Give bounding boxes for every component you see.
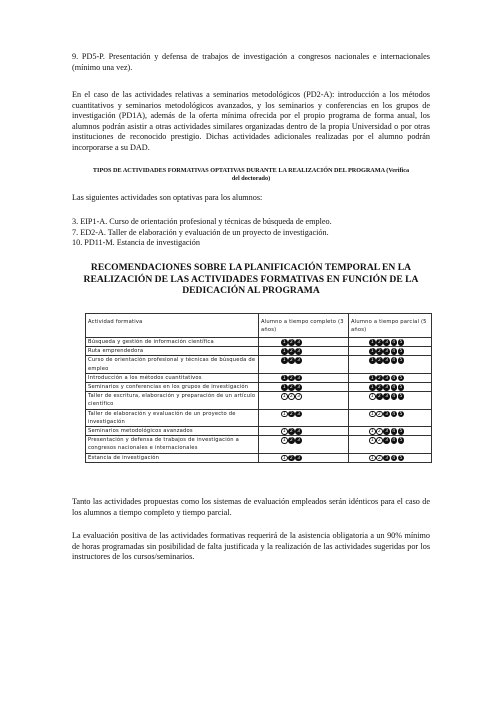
activities-table (85, 313, 432, 463)
year-1-circle-icon: 1 (282, 349, 286, 355)
activity-name: Seminarios metodológicos avanzados (86, 427, 259, 436)
table-row (86, 392, 432, 409)
year-5-circle-icon: 5 (399, 349, 403, 355)
year-1-circle-icon: 1 (282, 394, 286, 400)
full-time-rating (259, 453, 349, 462)
year-3-circle-icon: 3 (297, 394, 301, 400)
table-row (86, 347, 432, 356)
year-4-circle-icon: 4 (392, 385, 396, 391)
year-circles (351, 339, 404, 346)
year-4-circle-icon: 4 (392, 394, 396, 400)
year-1-circle-icon: 1 (282, 358, 286, 364)
activity-name: Taller de elaboración y evaluación de un proyecto de investigación (86, 409, 259, 426)
year-2-circle-icon: 2 (289, 340, 294, 345)
year-circles (351, 437, 404, 444)
year-2-circle-icon: 2 (377, 375, 382, 381)
year-1-circle-icon: 1 (282, 375, 286, 381)
year-5-circle-icon: 5 (399, 340, 403, 345)
item-9-text: 9. PD5-P. Presentación y defensa de trabajos de investigación a congresos nacionales e internacionales (mínimo una vez). (72, 52, 430, 72)
year-5-circle-icon: 5 (399, 394, 403, 400)
optional-item: 3. EIP1-A. Curso de orientación profesional y técnicas de búsqueda de empleo. (72, 217, 332, 226)
table-row (86, 356, 432, 373)
year-2-circle-icon: 2 (377, 349, 382, 355)
optional-item: 10. PD11-M. Estancia de investigación (72, 238, 200, 248)
year-3-circle-icon: 3 (297, 358, 301, 364)
year-2-circle-icon: 2 (377, 455, 382, 461)
year-circles (351, 348, 404, 355)
year-4-circle-icon: 4 (392, 455, 396, 461)
part-time-rating (349, 347, 432, 356)
year-2-circle-icon: 2 (289, 349, 294, 355)
year-1-circle-icon: 1 (370, 394, 374, 400)
year-5-circle-icon: 5 (399, 375, 403, 381)
table-row (86, 453, 432, 462)
part-time-rating (349, 356, 432, 373)
activity-name: Introducción a los métodos cuantitativos (86, 373, 259, 382)
year-1-circle-icon: 1 (282, 340, 286, 345)
full-time-rating (259, 347, 349, 356)
year-3-circle-icon: 3 (297, 375, 301, 381)
year-circles (351, 375, 404, 382)
table-row (86, 409, 432, 426)
year-4-circle-icon: 4 (392, 375, 396, 381)
activity-name: Curso de orientación profesional y técnicas de búsqueda de empleo (86, 356, 259, 373)
year-circles (261, 437, 302, 444)
year-3-circle-icon: 3 (385, 349, 389, 355)
year-2-circle-icon: 2 (289, 429, 294, 435)
activity-name: Taller de escritura, elaboración y preparación de un artículo científico (86, 392, 259, 409)
header-activity: Actividad formativa (86, 314, 259, 338)
year-1-circle-icon: 1 (370, 385, 374, 391)
year-2-circle-icon: 2 (289, 358, 294, 364)
year-circles (261, 455, 302, 462)
year-1-circle-icon: 1 (282, 455, 286, 461)
full-time-rating (259, 383, 349, 392)
year-2-circle-icon: 2 (377, 438, 382, 444)
year-circles (351, 411, 404, 418)
table-row (86, 383, 432, 392)
evaluation-paragraph-2: La evaluación positiva de las actividades formativas requerirá de la asistencia obligatoria a un 90% mínimo de horas programadas sin posibilidad de falta justificada y la realización de las actividades sugeridas por los instructores de los cursos/seminarios. (72, 531, 430, 562)
year-circles (261, 357, 302, 364)
year-3-circle-icon: 3 (297, 411, 301, 417)
year-3-circle-icon: 3 (385, 358, 389, 364)
year-circles (351, 455, 404, 462)
year-4-circle-icon: 4 (392, 349, 396, 355)
year-2-circle-icon: 2 (289, 394, 294, 400)
year-5-circle-icon: 5 (399, 358, 403, 364)
year-1-circle-icon: 1 (282, 429, 286, 435)
full-time-rating (259, 427, 349, 436)
year-3-circle-icon: 3 (385, 455, 389, 461)
part-time-rating (349, 392, 432, 409)
year-1-circle-icon: 1 (370, 438, 374, 444)
year-4-circle-icon: 4 (392, 438, 396, 444)
year-circles (351, 384, 404, 391)
optional-intro: Las siguientes actividades son optativas para los alumnos: (72, 193, 263, 202)
part-time-rating (349, 453, 432, 462)
year-2-circle-icon: 2 (289, 455, 294, 461)
table-row (86, 436, 432, 453)
full-time-rating (259, 436, 349, 453)
year-2-circle-icon: 2 (377, 358, 382, 364)
optional-activities-list (72, 217, 332, 249)
year-4-circle-icon: 4 (392, 429, 396, 435)
year-1-circle-icon: 1 (282, 385, 286, 391)
year-2-circle-icon: 2 (289, 385, 294, 391)
year-2-circle-icon: 2 (377, 340, 382, 345)
part-time-rating (349, 338, 432, 347)
year-2-circle-icon: 2 (377, 385, 382, 391)
activity-name: Seminarios y conferencias en los grupos de investigación (86, 383, 259, 392)
year-3-circle-icon: 3 (297, 438, 301, 444)
year-2-circle-icon: 2 (377, 429, 382, 435)
part-time-rating (349, 436, 432, 453)
year-1-circle-icon: 1 (370, 340, 374, 345)
year-circles (261, 384, 302, 391)
optional-activities-heading: TIPOS DE ACTIVIDADES FORMATIVAS OPTATIVAS DURANTE LA REALIZACIÓN DEL PROGRAMA (Verifica del doctorado) (92, 167, 410, 182)
year-3-circle-icon: 3 (385, 385, 389, 391)
year-5-circle-icon: 5 (399, 438, 403, 444)
year-3-circle-icon: 3 (297, 340, 301, 345)
year-3-circle-icon: 3 (385, 429, 389, 435)
year-circles (261, 375, 302, 382)
year-circles (261, 411, 302, 418)
year-5-circle-icon: 5 (399, 385, 403, 391)
table-row (86, 338, 432, 347)
year-circles (261, 339, 302, 346)
year-5-circle-icon: 5 (399, 455, 403, 461)
part-time-rating (349, 409, 432, 426)
year-5-circle-icon: 5 (399, 411, 403, 417)
year-3-circle-icon: 3 (385, 340, 389, 345)
year-1-circle-icon: 1 (370, 429, 374, 435)
part-time-rating (349, 427, 432, 436)
year-2-circle-icon: 2 (289, 375, 294, 381)
year-3-circle-icon: 3 (385, 411, 389, 417)
table-header-row (86, 314, 432, 338)
full-time-rating (259, 338, 349, 347)
year-4-circle-icon: 4 (392, 411, 396, 417)
header-full-time: Alumno a tiempo completo (3 años) (259, 314, 349, 338)
year-5-circle-icon: 5 (399, 429, 403, 435)
year-3-circle-icon: 3 (297, 385, 301, 391)
year-3-circle-icon: 3 (385, 394, 389, 400)
year-circles (261, 428, 302, 435)
year-circles (261, 393, 302, 400)
part-time-rating (349, 373, 432, 382)
year-circles (261, 348, 302, 355)
year-3-circle-icon: 3 (297, 349, 301, 355)
year-1-circle-icon: 1 (370, 358, 374, 364)
year-circles (351, 357, 404, 364)
year-3-circle-icon: 3 (385, 375, 389, 381)
full-time-rating (259, 356, 349, 373)
table-row (86, 373, 432, 382)
year-circles (351, 428, 404, 435)
year-4-circle-icon: 4 (392, 340, 396, 345)
year-1-circle-icon: 1 (370, 349, 374, 355)
year-1-circle-icon: 1 (370, 455, 374, 461)
year-3-circle-icon: 3 (297, 429, 301, 435)
table-row (86, 427, 432, 436)
evaluation-paragraph-1: Tanto las actividades propuestas como los sistemas de evaluación empleados serán idénticos para el caso de los alumnos a tiempo completo y tiempo parcial. (72, 497, 430, 517)
seminar-paragraph: En el caso de las actividades relativas a seminarios metodológicos (PD2-A): introducción a los métodos cuantitativos y seminarios metodológicos avanzados, y los seminarios y conferencias en los grupos de investigación (PD1A), además de la oferta mínima ofrecida por el propio programa de forma anual, los alumnos podrán asistir a otras actividades similares organizadas dentro de la propia Universidad o por otras instituciones de reconocido prestigio. Dichas actividades adicionales realizadas por el alumno podrán incorporarse a su DAD. (72, 90, 430, 152)
year-2-circle-icon: 2 (377, 394, 382, 400)
year-3-circle-icon: 3 (385, 438, 389, 444)
full-time-rating (259, 409, 349, 426)
year-1-circle-icon: 1 (370, 375, 374, 381)
year-circles (351, 393, 404, 400)
year-4-circle-icon: 4 (392, 358, 396, 364)
year-2-circle-icon: 2 (377, 411, 382, 417)
year-1-circle-icon: 1 (282, 411, 286, 417)
activity-name: Estancia de investigación (86, 453, 259, 462)
year-3-circle-icon: 3 (297, 455, 301, 461)
recommendations-heading: RECOMENDACIONES SOBRE LA PLANIFICACIÓN TEMPORAL EN LA REALIZACIÓN DE LAS ACTIVIDADES FORMATIVAS EN FUNCIÓN DE LA DEDICACIÓN AL PROGRAMA (83, 262, 419, 297)
year-1-circle-icon: 1 (282, 438, 286, 444)
optional-item: 7. ED2-A. Taller de elaboración y evaluación de un proyecto de investigación. (72, 227, 329, 237)
activity-name: Presentación y defensa de trabajos de investigación a congresos nacionales e internacionales (86, 436, 259, 453)
year-1-circle-icon: 1 (370, 411, 374, 417)
header-part-time: Alumno a tiempo parcial (5 años) (349, 314, 432, 338)
full-time-rating (259, 392, 349, 409)
activity-name: Búsqueda y gestión de información científica (86, 338, 259, 347)
full-time-rating (259, 373, 349, 382)
year-2-circle-icon: 2 (289, 438, 294, 444)
year-2-circle-icon: 2 (289, 411, 294, 417)
part-time-rating (349, 383, 432, 392)
activity-name: Ruta emprendedora (86, 347, 259, 356)
